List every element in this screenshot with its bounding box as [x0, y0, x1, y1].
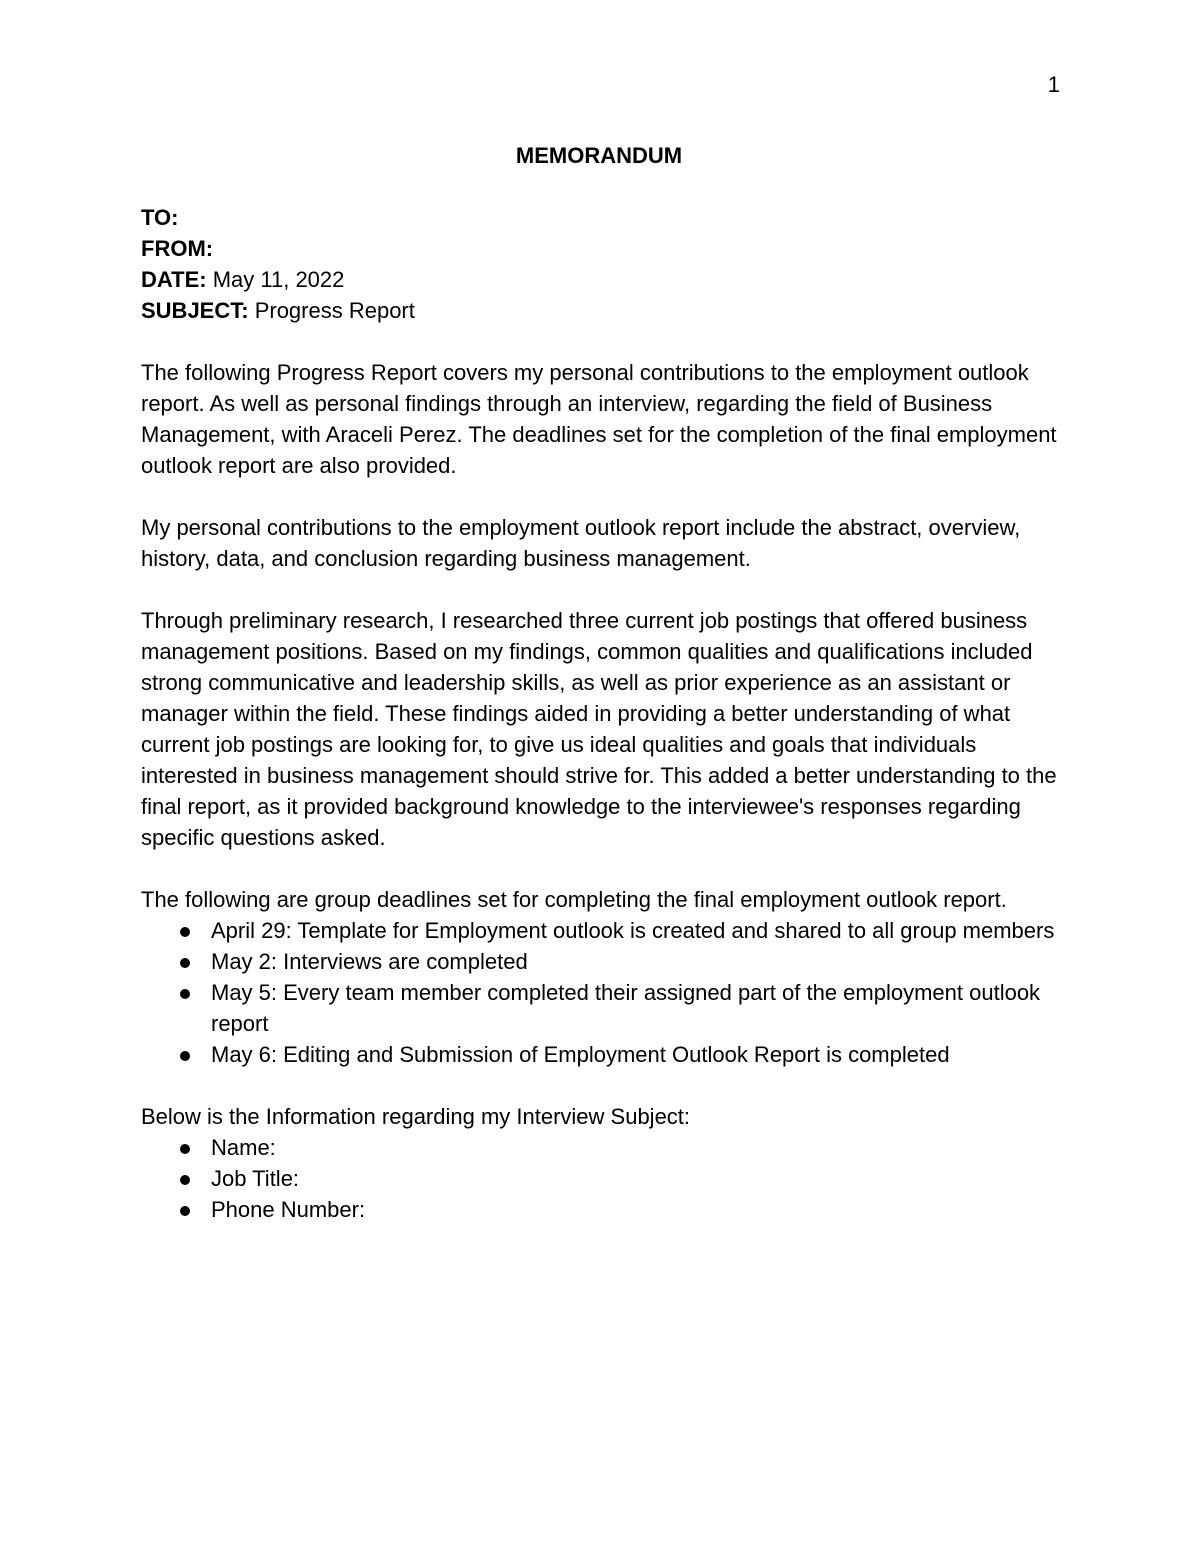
bullet-dot-icon	[180, 1206, 190, 1216]
date-label: DATE:	[141, 267, 207, 292]
list-item	[141, 915, 1061, 946]
memo-to-line	[141, 202, 1061, 233]
bullet-dot-icon	[180, 958, 190, 968]
deadline-text: May 2: Interviews are completed	[211, 949, 528, 974]
list-item	[141, 946, 1061, 977]
deadlines-list	[141, 915, 1061, 1070]
research-paragraph: Through preliminary research, I researched three current job postings that offered business management positions. Based on my findings, common qualities and qualifications included strong communicative and leadership skills, as well as prior experience as an assistant or manager within the field. These findings aided in providing a better understanding of what current job postings are looking for, to give us ideal qualities and goals that individuals interested in business management should strive for. This added a better understanding to the final report, as it provided background knowledge to the interviewee's responses regarding specific questions asked.	[141, 608, 1057, 850]
from-label: FROM:	[141, 236, 214, 261]
subject-intro-paragraph: Below is the Information regarding my Interview Subject:	[141, 1104, 691, 1129]
list-item	[141, 1194, 1061, 1225]
deadline-text: April 29: Template for Employment outlook is created and shared to all group members	[211, 918, 1055, 943]
memo-from-line	[141, 233, 1061, 264]
list-item	[141, 1163, 1061, 1194]
list-item	[141, 1132, 1061, 1163]
to-label: TO:	[141, 205, 179, 230]
subject-field-phone: Phone Number:	[211, 1197, 366, 1222]
subject-field-job-title: Job Title:	[211, 1166, 300, 1191]
interview-subject-list	[141, 1132, 1061, 1225]
list-item	[141, 1039, 1061, 1070]
bullet-dot-icon	[180, 1175, 190, 1185]
memo-title: MEMORANDUM	[515, 143, 683, 168]
memo-date-line	[141, 264, 1061, 295]
bullet-dot-icon	[180, 1051, 190, 1061]
deadline-text: May 5: Every team member completed their assigned part of the employment outlook report	[211, 980, 1041, 1036]
memo-subject-line	[141, 295, 1061, 326]
subject-value: Progress Report	[248, 298, 415, 323]
date-value: May 11, 2022	[206, 267, 345, 292]
subject-label: SUBJECT:	[141, 298, 249, 323]
contributions-paragraph: My personal contributions to the employment outlook report include the abstract, overview, history, data, and conclusion regarding business management.	[141, 515, 1021, 571]
page-number: 1	[1047, 72, 1060, 97]
bullet-dot-icon	[180, 927, 190, 937]
deadlines-intro-paragraph: The following are group deadlines set for completing the final employment outlook report.	[141, 887, 1007, 912]
bullet-dot-icon	[180, 1144, 190, 1154]
intro-paragraph: The following Progress Report covers my personal contributions to the employment outlook report. As well as personal findings through an interview, regarding the field of Business Management, with Araceli Perez. The deadlines set for the completion of the final employment outlook report are also provided.	[141, 360, 1057, 478]
bullet-dot-icon	[180, 989, 190, 999]
subject-field-name: Name:	[211, 1135, 276, 1160]
deadline-text: May 6: Editing and Submission of Employment Outlook Report is completed	[211, 1042, 950, 1067]
memo-body	[141, 140, 1061, 1225]
list-item	[141, 977, 1061, 1039]
